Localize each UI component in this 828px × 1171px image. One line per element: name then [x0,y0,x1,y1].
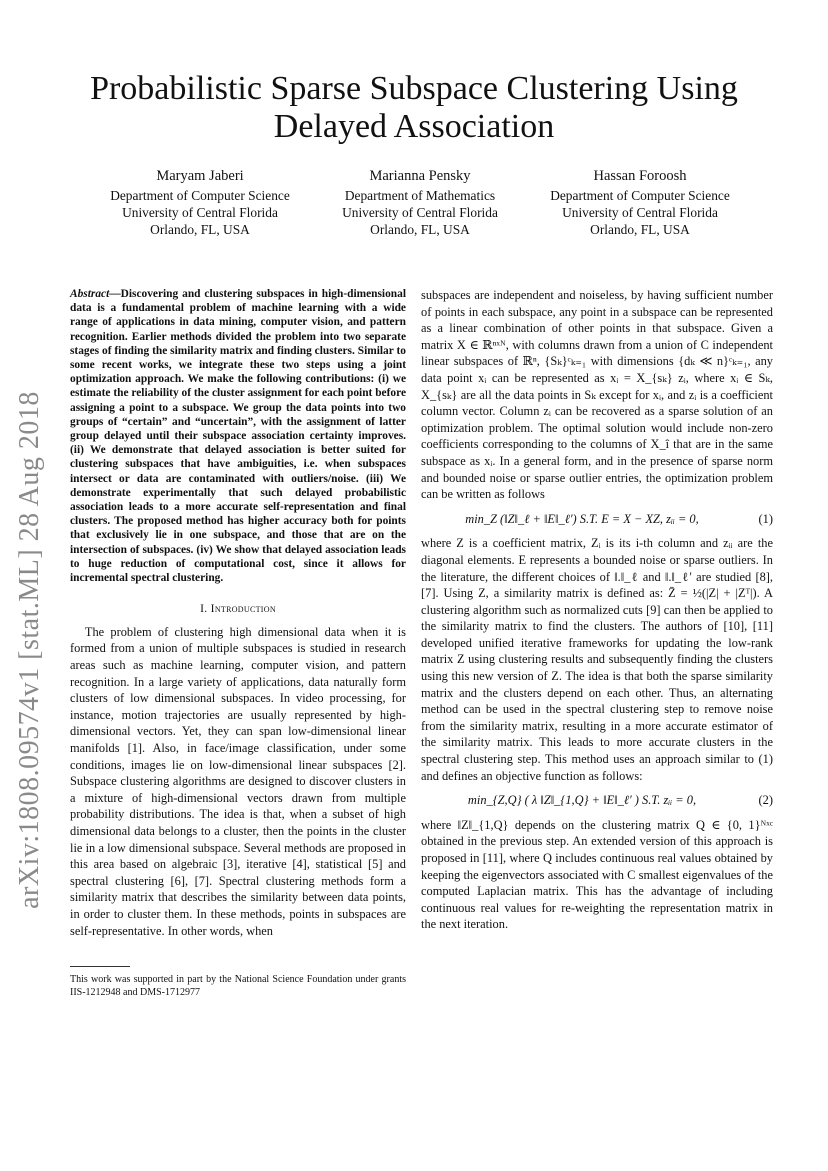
author-3 [530,168,750,238]
equation-2-number: (2) [758,793,773,808]
author-dept: Department of Mathematics [344,188,496,203]
author-name: Marianna Pensky [369,168,471,184]
author-inst: University of Central Florida [562,205,718,220]
equation-2 [421,792,773,809]
section-title: Introduction [210,602,276,616]
right-paragraph-3: where ‖Z‖_{1,Q} depends on the clustering matrix Q ∈ {0, 1}ᴺˣᶜ obtained in the previous step. An extended version of this approach is proposed in [11], where Q includes continuous real values obtained by keeping the eigenvectors associated with C smallest eigenvalues of the computed Laplacian matrix. This has the advantage of including continuous real values for re-weighting the representation matrix in the next iteration. [421,817,773,932]
equation-2-body: min_{Z,Q} ( λ ‖Z‖_{1,Q} + ‖E‖_ℓ′ ) S.T. zᵢᵢ = 0, [467,793,697,808]
equation-1-number: (1) [758,511,773,526]
author-block [90,168,750,238]
author-inst: University of Central Florida [342,205,498,220]
author-1 [90,168,310,238]
equation-1-body: min_Z (‖Z‖_ℓ + ‖E‖_ℓ′) S.T. E = X − XZ, zᵢᵢ = 0, [465,511,699,526]
author-name: Maryam Jaberi [156,168,244,184]
arxiv-stamp [10,350,50,950]
author-loc: Orlando, FL, USA [370,222,470,237]
author-dept: Department of Computer Science [550,188,730,203]
footnote-rule [70,966,130,967]
equation-1 [421,511,773,528]
section-number: I. [200,602,211,616]
abstract-lead: Abstract [70,288,110,300]
arxiv-stamp-text: arXiv:1808.09574v1 [stat.ML] 28 Aug 2018 [14,391,45,909]
author-loc: Orlando, FL, USA [150,222,250,237]
abstract [70,287,406,585]
author-loc: Orlando, FL, USA [590,222,690,237]
abstract-text: —Discovering and clustering subspaces in high-dimensional data is a fundamental problem of machine learning with a wide range of applications in data mining, computer vision, and pattern recognition. Earlier methods divided the problem into two separate stages of finding the similarity matrix and finding clusters. Similar to some recent works, we integrate these two steps using a joint optimization approach. We make the following contributions: (i) we estimate the reliability of the cluster assignment for each point before assigning a point to a subspace. We group the data points into two groups of “certain” and “uncertain”, with the assignment of latter group delayed until their subspace association certainty improves. (ii) We demonstrate that delayed association is better suited for clustering subspaces that have ambiguities, i.e. when subspaces intersect or data are contaminated with outliers/noise. (iii) We demonstrate experimentally that such delayed probabilistic association leads to a more accurate self-representation and final clusters. The proposed method has higher accuracy both for points that exclusively lie in one subspace, and those that are on the intersection of subspaces. (iv) We show that delayed association leads to huge reduction of computational cost, since it allows for incremental spectral clustering. [70,288,406,585]
intro-paragraph: The problem of clustering high dimensional data when it is formed from a union of multiple subspaces is studied in research areas such as machine learning, computer vision, and pattern recognition. In a large variety of applications, data naturally form clusters of low dimensional subspaces. In video processing, for instance, motion trajectories are usually represented by high-dimensional vectors. Yet, they can span low-dimensional linear manifolds [1]. Also, in face/image classification, under some conditions, images lie on low-dimensional linear subspaces [2]. Subspace clustering algorithms are designed to discover clusters in a mixture of high-dimensional vectors drawn from multiple probability distributions. The idea is that, when a subset of high dimensional data belongs to a cluster, then the points in the cluster lie in a low dimensional subspace. Several methods are proposed in this area based on algebraic [3], iterative [4], statistical [5] and spectral clustering [6], [7]. Spectral clustering methods form a similarity matrix that describes the similarity between data points, in order to cluster them. In these methods, points in subspaces are self-representative. In other words, when [70,624,406,938]
right-paragraph-1: subspaces are independent and noiseless, by having sufficient number of points in each subspace, any point in a subspace can be represented as a linear combination of other points in that subspace. Given a matrix X ∈ ℝⁿˣᴺ, with columns drawn from a union of C independent linear subspaces of ℝⁿ, {Sₖ}ᶜₖ₌₁ with dimensions {dₖ ≪ n}ᶜₖ₌₁, any data point xᵢ can be represented as xᵢ = X_{sₖ} zᵢ, where xᵢ ∈ Sₖ, X_{sₖ} are all the data points in Sₖ except for xᵢ, and zᵢ is a coefficient column vector. Column zᵢ can be recovered as a sparse solution of an optimization problem. The optimal solution would include non-zero coefficients corresponding to the columns of X_î that are in the same subspace as xᵢ. In a general form, and in the presence of sparse norm and bounded noise or sparse outlier entries, the optimization problem can be written as follows [421,288,773,502]
paper-title: Probabilistic Sparse Subspace Clustering Using Delayed Association [90,70,738,145]
section-heading-introduction [70,601,406,618]
author-2 [310,168,530,238]
right-paragraph-2: where Z is a coefficient matrix, Zᵢ is its i-th column and zᵢᵢ are the diagonal elements. E represents a bounded noise or sparse outliers. In the literature, the different choices of ‖.‖_ℓ and ‖.‖_ℓ′ are studied [8], [7]. Using Z, a similarity matrix is defined as: Z̄ = ½(|Z| + |Zᵀ|). A clustering algorithm such as normalized cuts [9] can then be applied to the similarity matrix to find the clusters. The authors of [10], [11] developed unified iterative frameworks for updating the low-rank matrix Z using clustering results and subsequently finding the clusters using this new version of Z. The idea is that both the sparse similarity matrix and the clusters depend on each other. Thus, an alternating method can be used in the spectral clustering step to remove noise from the similarity matrix, resulting in a more accurate estimator of the similarity matrix. This leads to more accurate clusters in the spectral clustering step. This method uses an approach similar to (1) and defines an objective function as follows: [421,536,773,783]
footnote: This work was supported in part by the National Science Foundation under grants IIS-1212948 and DMS-1712977 [70,974,406,998]
left-column [70,287,406,939]
author-inst: University of Central Florida [122,205,278,220]
author-name: Hassan Foroosh [593,168,687,184]
right-column [421,287,773,933]
author-dept: Department of Computer Science [110,188,290,203]
